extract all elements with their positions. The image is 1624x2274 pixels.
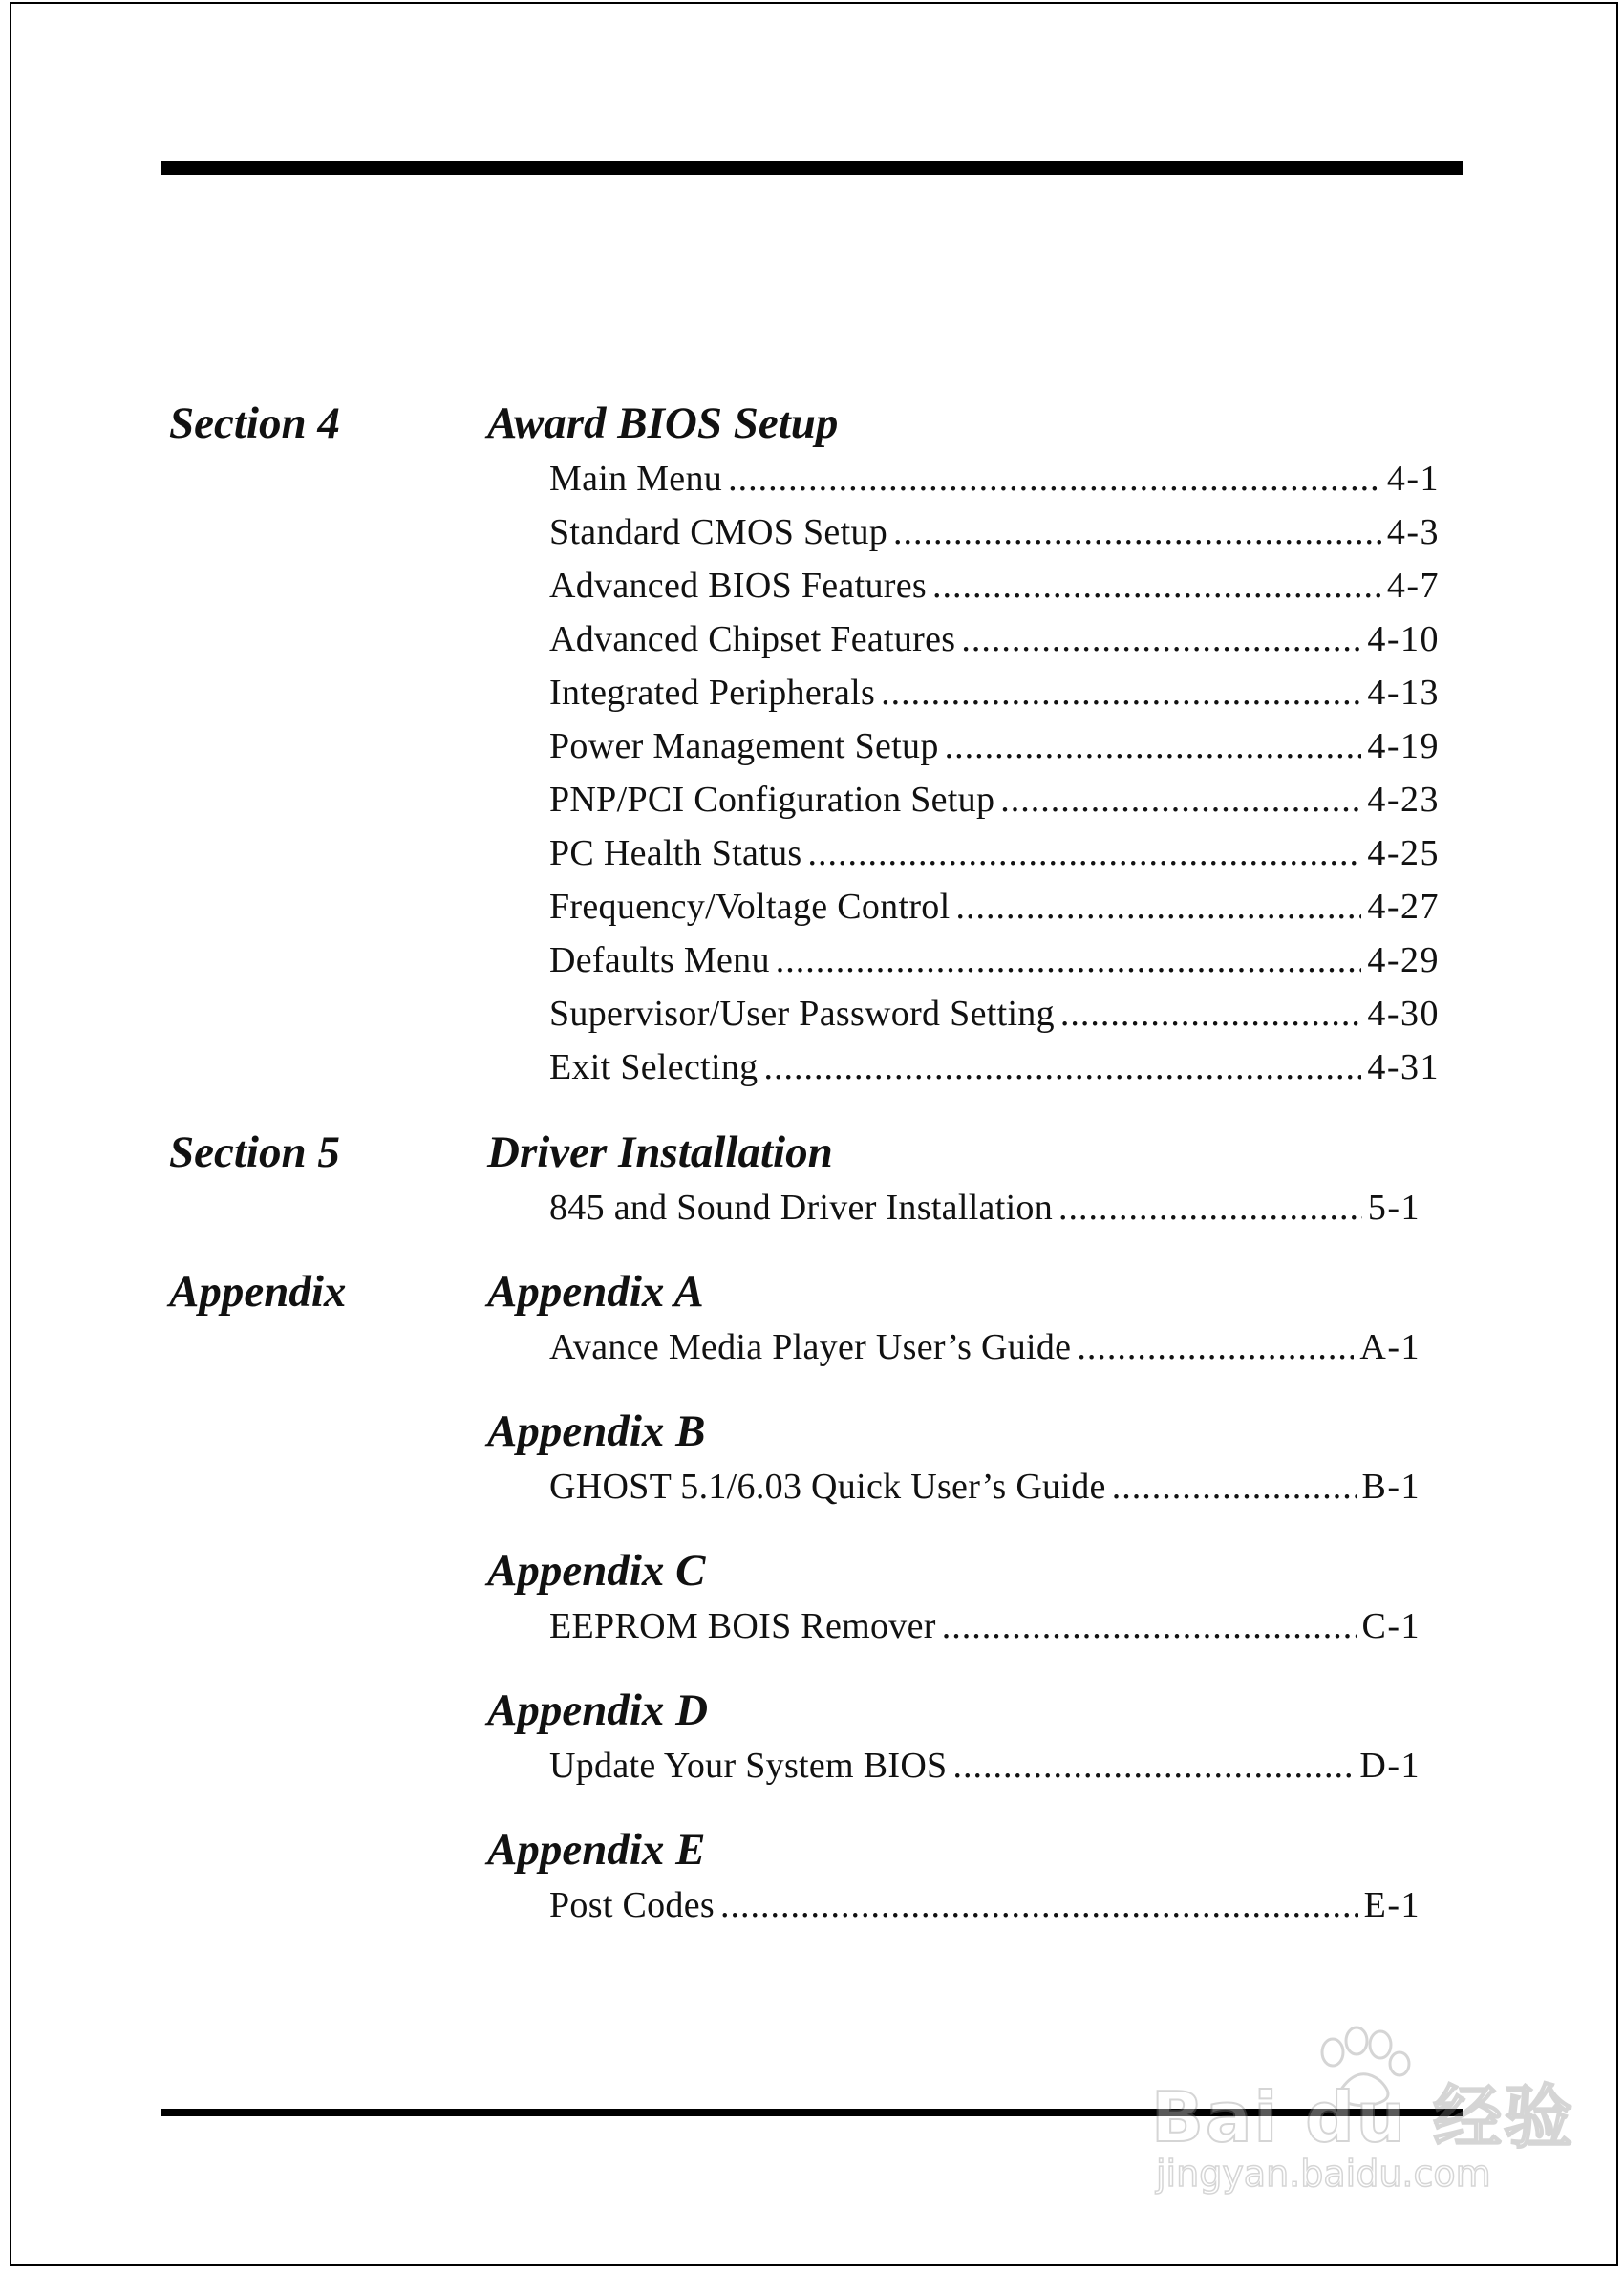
entry-title: 845 and Sound Driver Installation — [549, 1188, 1054, 1228]
dot-leader — [955, 880, 1361, 933]
entry-title: Power Management Setup — [549, 726, 939, 766]
entry-page: C-1 — [1361, 1606, 1421, 1646]
section-title: Award BIOS Setup — [487, 398, 839, 448]
toc-entry[interactable] — [549, 1739, 1421, 1792]
top-rule — [161, 161, 1463, 175]
dot-leader — [728, 452, 1381, 505]
toc-entry[interactable] — [549, 987, 1440, 1040]
toc-entry[interactable] — [549, 719, 1440, 773]
entry-title: PNP/PCI Configuration Setup — [549, 780, 995, 820]
entry-page: 4-3 — [1386, 512, 1440, 552]
entry-page: B-1 — [1361, 1467, 1421, 1507]
dot-leader — [763, 1040, 1361, 1094]
entry-title: Supervisor/User Password Setting — [549, 994, 1055, 1034]
entry-title: Update Your System BIOS — [549, 1746, 948, 1786]
section-label: Section 5 — [169, 1127, 340, 1177]
dot-leader — [881, 666, 1361, 719]
entry-title: Integrated Peripherals — [549, 673, 876, 713]
dot-leader — [953, 1739, 1355, 1792]
dot-leader — [942, 1599, 1357, 1653]
entry-page: A-1 — [1359, 1327, 1421, 1367]
watermark-logo-text: Bai du 经验 — [1151, 2077, 1575, 2157]
toc-entry[interactable] — [549, 612, 1440, 666]
dot-leader — [961, 612, 1361, 666]
entry-page: 4-10 — [1367, 619, 1440, 659]
dot-leader — [1077, 1320, 1354, 1374]
entry-title: PC Health Status — [549, 833, 802, 873]
entry-page: 5-1 — [1367, 1188, 1421, 1228]
dot-leader — [1000, 773, 1361, 826]
toc-entry[interactable] — [549, 826, 1440, 880]
section-title: Appendix E — [487, 1825, 706, 1875]
entry-title: Defaults Menu — [549, 940, 770, 980]
dot-leader — [1112, 1460, 1357, 1513]
dot-leader — [807, 826, 1361, 880]
dot-leader — [1060, 987, 1361, 1040]
toc-entry[interactable] — [549, 1460, 1421, 1513]
entry-page: 4-23 — [1367, 780, 1440, 820]
entry-title: GHOST 5.1/6.03 Quick User’s Guide — [549, 1467, 1106, 1507]
dot-leader — [720, 1878, 1358, 1932]
toc-entry[interactable] — [549, 1878, 1421, 1932]
section-title: Appendix A — [487, 1267, 704, 1317]
dot-leader — [932, 559, 1381, 612]
section-title: Appendix D — [487, 1685, 709, 1735]
toc-entry[interactable] — [549, 666, 1440, 719]
toc-entry[interactable] — [549, 880, 1440, 933]
entry-page: 4-13 — [1367, 673, 1440, 713]
section-label: Appendix — [169, 1267, 347, 1317]
entry-page: 4-25 — [1367, 833, 1440, 873]
dot-leader — [945, 719, 1362, 773]
section-label: Section 4 — [169, 398, 340, 448]
dot-leader — [893, 505, 1381, 559]
entry-title: Standard CMOS Setup — [549, 512, 888, 552]
toc-entry[interactable] — [549, 773, 1440, 826]
entry-title: Post Codes — [549, 1885, 715, 1925]
toc-entry[interactable] — [549, 505, 1440, 559]
toc-entry[interactable] — [549, 1599, 1421, 1653]
entry-page: E-1 — [1363, 1885, 1421, 1925]
entry-title: Frequency/Voltage Control — [549, 887, 951, 927]
toc-entry[interactable] — [549, 1040, 1440, 1094]
watermark-url: jingyan.baidu.com — [1156, 2153, 1491, 2195]
toc-entry[interactable] — [549, 1320, 1421, 1374]
entry-title: Advanced BIOS Features — [549, 566, 927, 606]
dot-leader — [1058, 1181, 1362, 1234]
entry-title: Exit Selecting — [549, 1047, 759, 1087]
entry-page: 4-7 — [1386, 566, 1440, 606]
entry-title: EEPROM BOIS Remover — [549, 1606, 936, 1646]
entry-page: 4-29 — [1367, 940, 1440, 980]
entry-page: 4-30 — [1367, 994, 1440, 1034]
toc-entry[interactable] — [549, 1181, 1421, 1234]
entry-page: 4-19 — [1367, 726, 1440, 766]
section-title: Driver Installation — [487, 1127, 833, 1177]
entry-title: Advanced Chipset Features — [549, 619, 956, 659]
section-title: Appendix C — [487, 1546, 706, 1596]
entry-page: 4-31 — [1367, 1047, 1440, 1087]
section-title: Appendix B — [487, 1406, 706, 1456]
entry-page: D-1 — [1359, 1746, 1421, 1786]
toc-entry[interactable] — [549, 933, 1440, 987]
dot-leader — [776, 933, 1362, 987]
toc-entry[interactable] — [549, 559, 1440, 612]
entry-title: Main Menu — [549, 459, 723, 499]
baidu-jingyan-watermark — [1151, 2024, 1575, 2215]
entry-page: 4-27 — [1367, 887, 1440, 927]
toc-entry[interactable] — [549, 452, 1440, 505]
entry-title: Avance Media Player User’s Guide — [549, 1327, 1072, 1367]
entry-page: 4-1 — [1386, 459, 1440, 499]
